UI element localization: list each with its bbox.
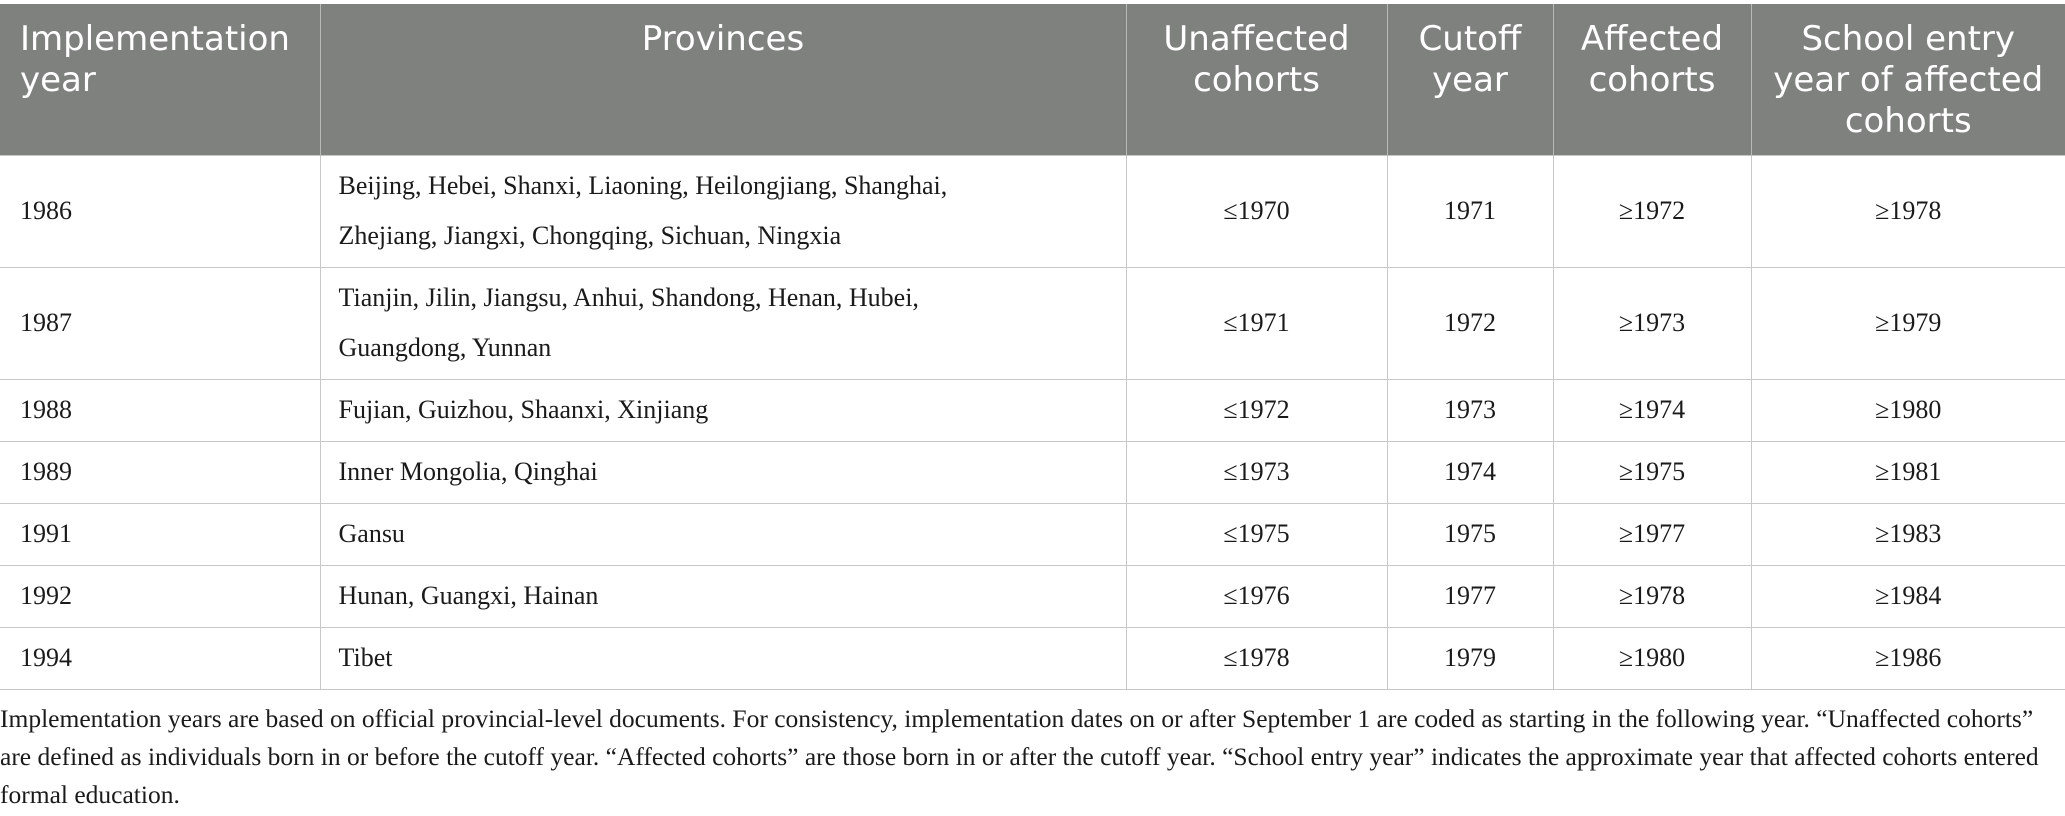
affected-cohorts-cell: ≥1978	[1553, 565, 1751, 627]
affected-cohorts-cell: ≥1973	[1553, 267, 1751, 379]
table-footnote: Implementation years are based on official provincial-level documents. For consistency, implementation dates on or after September 1 are coded as starting in the following year. “Unaffected cohorts” are defined as individuals born in or before the cutoff year. “Affected cohorts” are those born in or after the cutoff year. “School entry year” indicates the approximate year that affected cohorts entered formal education.	[0, 704, 2039, 809]
affected-cohorts-cell: ≥1975	[1553, 441, 1751, 503]
unaffected-cohorts-cell: ≤1978	[1126, 627, 1387, 689]
provinces-cell: Hunan, Guangxi, Hainan	[320, 565, 1126, 627]
header-unaffected-cohorts: Unaffected cohorts	[1126, 4, 1387, 155]
provinces-line: Beijing, Hebei, Shanxi, Liaoning, Heilongjiang, Shanghai,	[338, 171, 948, 200]
provinces-cell: Inner Mongolia, Qinghai	[320, 441, 1126, 503]
school-entry-year-cell: ≥1986	[1751, 627, 2065, 689]
table-header-row	[0, 4, 2065, 155]
implementation-year-cell: 1992	[0, 565, 320, 627]
table-row	[0, 503, 2065, 565]
provinces-cell: Gansu	[320, 503, 1126, 565]
provinces-line: Guangdong, Yunnan	[338, 333, 552, 362]
provinces-cell: Tibet	[320, 627, 1126, 689]
implementation-year-cell: 1989	[0, 441, 320, 503]
table-row	[0, 267, 2065, 379]
unaffected-cohorts-cell: ≤1973	[1126, 441, 1387, 503]
provinces-line: Tianjin, Jilin, Jiangsu, Anhui, Shandong, Henan, Hubei,	[338, 283, 919, 312]
affected-cohorts-cell: ≥1974	[1553, 379, 1751, 441]
affected-cohorts-cell: ≥1980	[1553, 627, 1751, 689]
unaffected-cohorts-cell: ≤1970	[1126, 155, 1387, 267]
implementation-year-cell: 1991	[0, 503, 320, 565]
cutoff-year-cell: 1973	[1387, 379, 1553, 441]
implementation-year-cell: 1986	[0, 155, 320, 267]
implementation-year-cell: 1987	[0, 267, 320, 379]
unaffected-cohorts-cell: ≤1972	[1126, 379, 1387, 441]
table-row	[0, 379, 2065, 441]
cutoff-year-cell: 1972	[1387, 267, 1553, 379]
table-row	[0, 155, 2065, 267]
school-entry-year-cell: ≥1983	[1751, 503, 2065, 565]
affected-cohorts-cell: ≥1977	[1553, 503, 1751, 565]
unaffected-cohorts-cell: ≤1971	[1126, 267, 1387, 379]
school-entry-year-cell: ≥1979	[1751, 267, 2065, 379]
school-entry-year-cell: ≥1981	[1751, 441, 2065, 503]
cutoff-year-cell: 1979	[1387, 627, 1553, 689]
table-row	[0, 627, 2065, 689]
table-row	[0, 441, 2065, 503]
unaffected-cohorts-cell: ≤1975	[1126, 503, 1387, 565]
cutoff-year-cell: 1974	[1387, 441, 1553, 503]
header-implementation-year: Implementation year	[0, 4, 320, 155]
unaffected-cohorts-cell: ≤1976	[1126, 565, 1387, 627]
header-cutoff-year: Cutoff year	[1387, 4, 1553, 155]
affected-cohorts-cell: ≥1972	[1553, 155, 1751, 267]
table-row	[0, 565, 2065, 627]
provinces-line: Zhejiang, Jiangxi, Chongqing, Sichuan, Ningxia	[338, 221, 842, 250]
implementation-year-cell: 1988	[0, 379, 320, 441]
header-school-entry-year: School entry year of affected cohorts	[1751, 4, 2065, 155]
provinces-cell: Fujian, Guizhou, Shaanxi, Xinjiang	[320, 379, 1126, 441]
cutoff-year-cell: 1977	[1387, 565, 1553, 627]
header-provinces: Provinces	[320, 4, 1126, 155]
header-affected-cohorts: Affected cohorts	[1553, 4, 1751, 155]
policy-implementation-table	[0, 4, 2065, 690]
school-entry-year-cell: ≥1984	[1751, 565, 2065, 627]
cutoff-year-cell: 1971	[1387, 155, 1553, 267]
implementation-year-cell: 1994	[0, 627, 320, 689]
school-entry-year-cell: ≥1980	[1751, 379, 2065, 441]
provinces-cell	[320, 267, 1126, 379]
cutoff-year-cell: 1975	[1387, 503, 1553, 565]
school-entry-year-cell: ≥1978	[1751, 155, 2065, 267]
provinces-cell	[320, 155, 1126, 267]
